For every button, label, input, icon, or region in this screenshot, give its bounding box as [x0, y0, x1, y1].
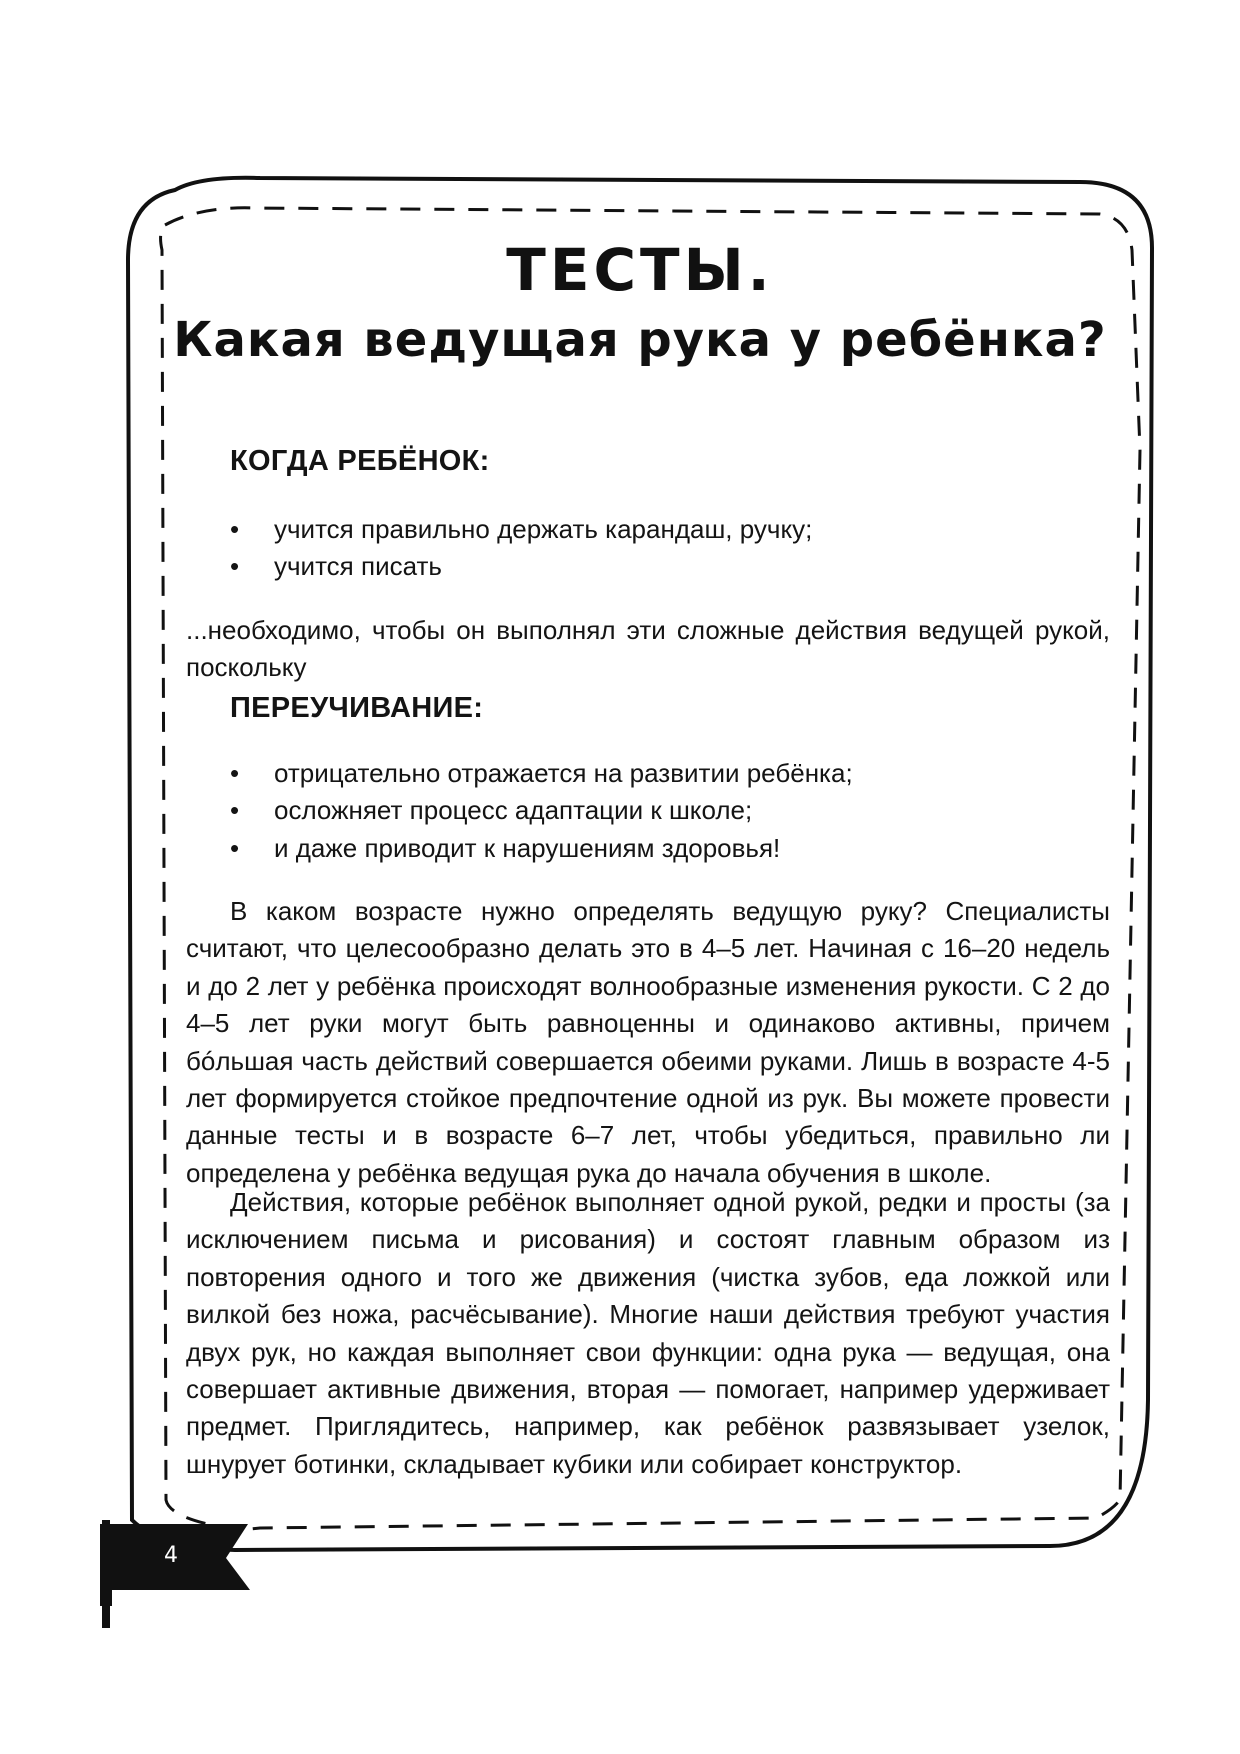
section-heading-retraining: ПЕРЕУЧИВАНИЕ:	[230, 692, 484, 724]
bullet-icon: •	[230, 758, 240, 788]
body-paragraph-actions: Действия, которые ребёнок выполняет одной рукой, редки и просты (за исключением письма и рисования) и состоят главным образом из повторения одного и того же движения (чистка зубов, еда ложкой или вилкой без ножа, расчёсывание). Многие наши действия требуют участия двух рук, но каждая выполняет свои функции: одна рука — ведущая, она совершает активные движения, вторая — помогает, например удерживает предмет. Приглядитесь, например, как ребёнок развязывает узелок, шнурует ботинки, складывает кубики или собирает конструктор.	[186, 1187, 1110, 1479]
bullet-icon: •	[230, 551, 240, 582]
section-heading-when-child: КОГДА РЕБЁНОК:	[230, 445, 490, 477]
bullet-icon: •	[230, 795, 240, 826]
bullet-list-when-child	[230, 511, 1154, 586]
bullet-icon: •	[230, 514, 240, 544]
bullet-icon: •	[230, 832, 240, 863]
page-number: 4	[164, 1543, 178, 1568]
page-subtitle: Какая ведущая рука у ребёнка?	[173, 312, 1107, 368]
bullet-list-retraining	[230, 755, 1154, 867]
list-item: • учится писать	[230, 548, 1154, 585]
list-item: • учится правильно держать карандаш, ручку;	[230, 511, 1154, 548]
list-item: • осложняет процесс адаптации к школе;	[230, 792, 1154, 829]
list-item: • отрицательно отражается на развитии ребёнка;	[230, 755, 1154, 792]
body-paragraph-age: В каком возрасте нужно определять ведущую руку? Специалисты считают, что целесообразно делать это в 4–5 лет. Начиная с 16–20 недель и до 2 лет у ребёнка происходят волнообразные изменения рукости. С 2 до 4–5 лет руки могут быть равноценны и одинаково активны, причем бóльшая часть действий совершается обеими руками. Лишь в возрасте 4-5 лет формируется стойкое предпочтение одной из рук. Вы можете провести данные тесты и в возрасте 6–7 лет, чтобы убедиться, правильно ли определена у ребёнка ведущая рука до начала обучения в школе.	[186, 896, 1110, 1188]
page-title: ТЕСТЫ.	[506, 236, 774, 304]
list-item: • и даже приводит к нарушениям здоровья!	[230, 830, 1154, 867]
conclusion-text: ...необходимо, чтобы он выполнял эти сложные действия ведущей рукой, поскольку	[186, 615, 1110, 683]
